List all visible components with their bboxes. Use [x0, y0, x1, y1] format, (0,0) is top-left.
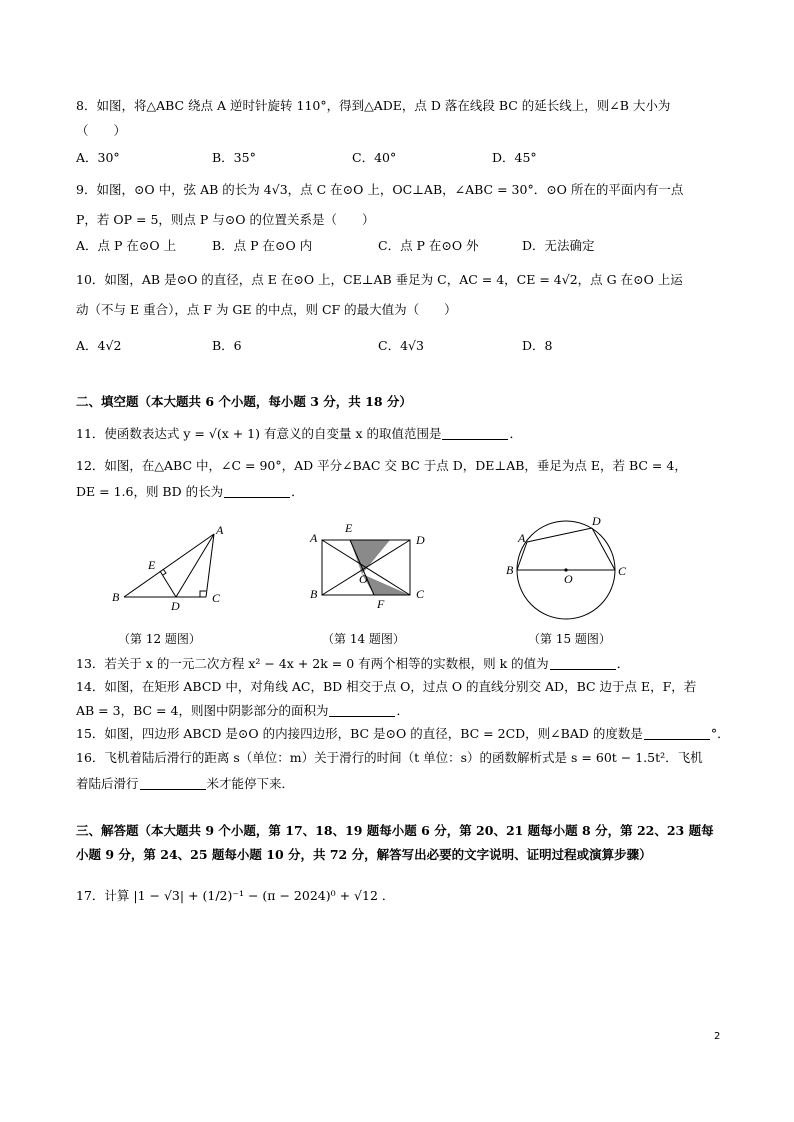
page-number: 2	[714, 1031, 721, 1042]
q8-option-d: D．45°	[492, 150, 537, 165]
fig14-label-c: C	[416, 587, 425, 601]
fig15-label-b: B	[506, 563, 514, 577]
q8-line-2: （ ）	[76, 123, 127, 138]
fig15-label-a: A	[518, 531, 526, 545]
q13-text: 13．若关于 x 的一元二次方程 x² − 4x + 2k = 0 有两个相等的实数根，则 k 的值为	[76, 656, 549, 671]
fig15-label-c: C	[618, 564, 627, 578]
figure-14	[304, 518, 434, 608]
fig15-side-ba	[517, 542, 527, 570]
fig14-label-b: B	[310, 587, 318, 601]
fig15-label-o: O	[564, 572, 573, 586]
fig12-label-e: E	[148, 558, 156, 572]
q11-end: ．	[509, 426, 522, 441]
fig12-label-d: D	[171, 599, 180, 613]
q16-line-2	[76, 776, 726, 792]
q10-option-c: C．4√3	[378, 338, 424, 353]
q15-line	[76, 726, 730, 742]
q8-line-1: 8．如图，将△ABC 绕点 A 逆时针旋转 110°，得到△ADE，点 D 落在线段 BC 的延长线上，则∠B 大小为	[76, 98, 671, 113]
q11-line	[76, 426, 726, 442]
fig14-label-a: A	[310, 531, 318, 545]
q15-end: °．	[710, 726, 730, 741]
fig12-perpendicular-de	[160, 571, 176, 597]
fig14-label-d: D	[416, 533, 425, 547]
fig15-side-dc	[592, 528, 615, 570]
fig12-label-a: A	[216, 523, 224, 537]
q12-line-2	[76, 484, 726, 500]
q11-text: 11．使函数表达式 y = √(x + 1) 有意义的自变量 x 的取值范围是	[76, 426, 442, 441]
section-3-heading-line-1: 三、解答题（本大题共 9 个小题，第 17、18、19 题每小题 6 分，第 20、21 题每小题 8 分，第 22、23 题每	[76, 823, 714, 838]
q11-answer-blank[interactable]	[442, 427, 508, 440]
q8-option-c: C．40°	[352, 150, 397, 165]
q9-option-b: B．点 P 在⊙O 内	[212, 238, 313, 253]
q15-answer-blank[interactable]	[644, 727, 710, 740]
q14-end: ．	[396, 703, 409, 718]
q10-line-1: 10．如图，AB 是⊙O 的直径，点 E 在⊙O 上，CE⊥AB 垂足为 C，AC = 4，CE = 4√2，点 G 在⊙O 上运	[76, 272, 683, 287]
q14-answer-blank[interactable]	[329, 704, 395, 717]
q9-option-a: A．点 P 在⊙O 上	[76, 238, 177, 253]
fig12-right-angle-c	[200, 591, 206, 597]
q9-option-d: D．无法确定	[522, 238, 595, 253]
q13-end: ．	[616, 656, 630, 671]
q9-line-1: 9．如图，⊙O 中，弦 AB 的长为 4√3，点 C 在⊙O 上，OC⊥AB，∠ABC = 30°．⊙O 所在的平面内有一点	[76, 182, 684, 197]
q14-line-1: 14．如图，在矩形 ABCD 中，对角线 AC，BD 相交于点 O，过点 O 的直线分别交 AD，BC 边于点 E，F，若	[76, 679, 697, 694]
q16-line-1: 16．飞机着陆后滑行的距离 s（单位：m）关于滑行的时间（t 单位：s）的函数解析式是 s = 60t − 1.5t²．飞机	[76, 750, 703, 765]
section-2-heading: 二、填空题（本大题共 6 个小题，每小题 3 分，共 18 分）	[76, 394, 412, 409]
fig12-label-c: C	[212, 591, 221, 605]
section-3-heading-line-2: 小题 9 分，第 24、25 题每小题 10 分，共 72 分，解答写出必要的文字说明、证明过程或演算步骤）	[76, 847, 652, 862]
q13-answer-blank[interactable]	[550, 657, 616, 670]
q14-line-2	[76, 703, 726, 719]
fig12-label-b: B	[112, 590, 120, 604]
q10-option-d: D．8	[522, 338, 553, 353]
fig15-label-d: D	[592, 514, 601, 528]
q16-end: 米才能停下来．	[206, 776, 295, 791]
q16-answer-blank[interactable]	[140, 777, 206, 790]
q10-line-2: 动（不与 E 重合），点 F 为 GE 的中点，则 CF 的最大值为（ ）	[76, 302, 457, 317]
q13-line	[76, 656, 726, 672]
fig15-caption: （第 15 题图）	[528, 632, 611, 646]
fig14-label-e: E	[345, 521, 353, 535]
fig12-bisector-ad	[176, 534, 214, 597]
fig12-caption: （第 12 题图）	[118, 632, 201, 646]
q12-end: ．	[291, 484, 304, 499]
q8-option-a: A．30°	[76, 150, 120, 165]
q12-answer-blank[interactable]	[224, 485, 290, 498]
fig14-label-f: F	[377, 597, 385, 608]
q8-option-b: B．35°	[212, 150, 256, 165]
q10-option-a: A．4√2	[76, 338, 122, 353]
q12-line-1: 12．如图，在△ABC 中，∠C = 90°，AD 平分∠BAC 交 BC 于点 D，DE⊥AB，垂足为点 E，若 BC = 4，	[76, 458, 687, 473]
q15-text: 15．如图，四边形 ABCD 是⊙O 的内接四边形，BC 是⊙O 的直径，BC = 2CD，则∠BAD 的度数是	[76, 726, 643, 741]
q17-line: 17．计算 |1 − √3| + (1/2)⁻¹ − (π − 2024)⁰ + √12 ．	[76, 888, 395, 903]
q10-option-b: B．6	[212, 338, 242, 353]
fig14-label-o: O	[359, 572, 368, 586]
figure-12	[108, 522, 228, 614]
fig14-shaded-triangle-top	[350, 540, 390, 574]
fig14-caption: （第 14 题图）	[322, 632, 405, 646]
figure-15	[500, 512, 640, 622]
q16-text: 着陆后滑行	[76, 776, 139, 791]
fig12-right-angle-e	[163, 569, 166, 575]
q9-option-c: C．点 P 在⊙O 外	[378, 238, 479, 253]
q9-line-2: P，若 OP = 5，则点 P 与⊙O 的位置关系是（ ）	[76, 212, 375, 227]
q12-text: DE = 1.6，则 BD 的长为	[76, 484, 224, 499]
fig12-side-ac	[206, 534, 214, 597]
q14-text: AB = 3，BC = 4，则图中阴影部分的面积为	[76, 703, 329, 718]
fig12-side-ab	[124, 534, 214, 597]
